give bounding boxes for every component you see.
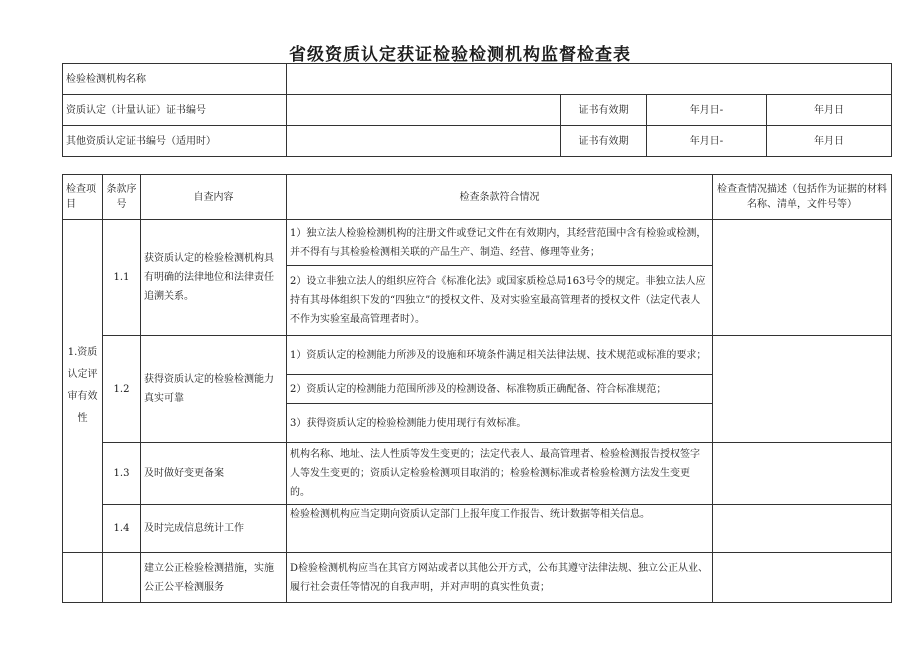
page-title: 省级资质认定获证检验检测机构监督检查表 [289, 45, 631, 65]
validity-label: 证书有效期 [561, 95, 647, 126]
header-self-check: 自查内容 [141, 175, 287, 220]
check-1-1-a: 1）独立法人检验检测机构的注册文件或登记文件在有效期内，其经营范围中含有检验或检测，并不得有与其检验检测相关联的产品生产、制造、经营、修理等业务； [287, 220, 713, 266]
clause-1-1: 1.1 [103, 220, 141, 336]
content-2: 建立公正检验检测措施，实施公正公平检测服务 [141, 553, 287, 603]
check-1-1-b: 2）设立非独立法人的组织应符合《标准化法》或国家质检总局163号令的规定。非独立法人应持有其母体组织下发的“四独立”的授权文件、及对实验室最高管理者的授权文件（法定代表人不作为实验室最高管理者时）。 [287, 266, 713, 336]
content-1-1: 获资质认定的检验检测机构具有明确的法律地位和法律责任追溯关系。 [141, 220, 287, 336]
group-1-label: 1.资质认定评审有效性 [63, 220, 103, 553]
content-1-3: 及时做好变更备案 [141, 443, 287, 505]
description-1-1[interactable] [713, 220, 892, 336]
clause-2 [103, 553, 141, 603]
check-1-2-c: 3）获得资质认定的检验检测能力使用现行有效标准。 [287, 404, 713, 443]
description-1-3[interactable] [713, 443, 892, 505]
clause-1-2: 1.2 [103, 336, 141, 443]
header-description: 检查查情况描述（包括作为证据的材料名称、清单，文件号等） [713, 175, 892, 220]
header-clause: 条款序号 [103, 175, 141, 220]
cert-no-label: 资质认定（计量认证）证书编号 [63, 95, 287, 126]
clause-1-4: 1.4 [103, 505, 141, 553]
check-1-2-b: 2）资质认定的检测能力范围所涉及的检测设备、标准物质正确配备、符合标准规范； [287, 375, 713, 404]
validity-to-2[interactable]: 年月日 [767, 126, 892, 157]
validity-from[interactable]: 年月日- [647, 95, 767, 126]
validity-label-2: 证书有效期 [561, 126, 647, 157]
check-1-4: 检验检测机构应当定期向资质认定部门上报年度工作报告、统计数据等相关信息。 [287, 505, 713, 553]
check-1-3: 机构名称、地址、法人性质等发生变更的；法定代表人、最高管理者、检验检测报告授权签字人等发生变更的；资质认定检验检测项目取消的；检验检测标准或者检验检测方法发生变更的。 [287, 443, 713, 505]
check-2-a: D检验检测机构应当在其官方网站或者以其他公开方式，公布其遵守法律法规、独立公正从业、履行社会责任等情况的自我声明，并对声明的真实性负责； [287, 553, 713, 603]
group-2-label [63, 553, 103, 603]
basic-info-table [62, 63, 892, 157]
other-cert-field[interactable] [287, 126, 561, 157]
validity-to[interactable]: 年月日 [767, 95, 892, 126]
inspection-table [62, 174, 892, 603]
content-1-4: 及时完成信息统计工作 [141, 505, 287, 553]
header-compliance: 检查条款符合情况 [287, 175, 713, 220]
header-item: 检查项目 [63, 175, 103, 220]
description-1-4[interactable] [713, 505, 892, 553]
cert-no-field[interactable] [287, 95, 561, 126]
description-2[interactable] [713, 553, 892, 603]
org-name-field[interactable] [287, 64, 892, 95]
check-1-2-a: 1）资质认定的检测能力所涉及的设施和环境条件满足相关法律法规、技术规范或标准的要求； [287, 336, 713, 375]
description-1-2[interactable] [713, 336, 892, 443]
org-name-label: 检验检测机构名称 [63, 64, 287, 95]
content-1-2: 获得资质认定的检验检测能力真实可靠 [141, 336, 287, 443]
clause-1-3: 1.3 [103, 443, 141, 505]
other-cert-label: 其他资质认定证书编号（适用时） [63, 126, 287, 157]
validity-from-2[interactable]: 年月日- [647, 126, 767, 157]
